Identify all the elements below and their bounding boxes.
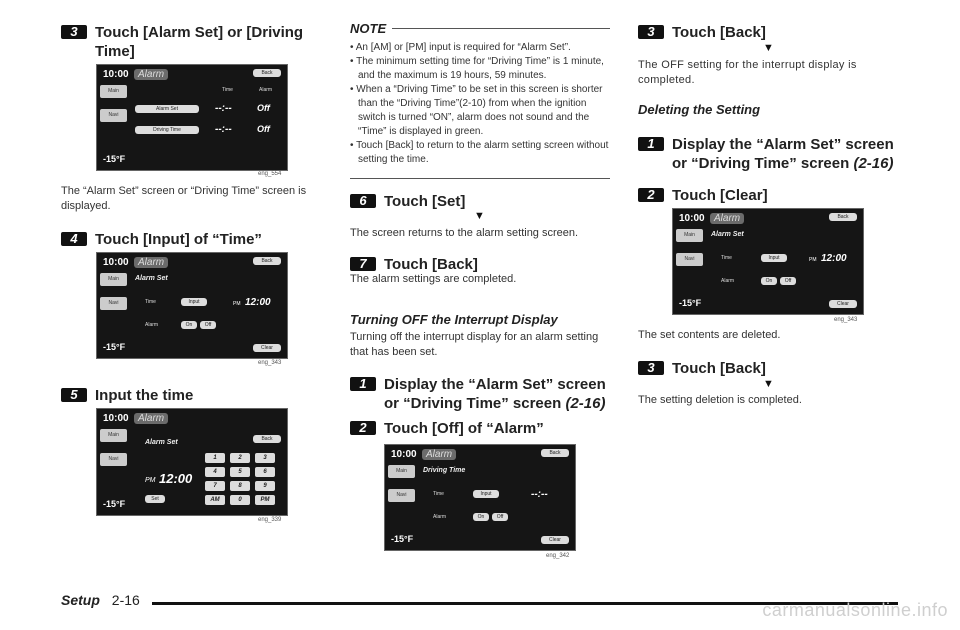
note-item: • Touch [Back] to return to the alarm setting screen without setting the time.: [350, 140, 609, 165]
screen-heading: Driving Time: [423, 467, 466, 474]
main-button: Main: [388, 465, 415, 478]
step-6-heading: [350, 192, 610, 211]
step-label: Display the “Alarm Set” screen or “Driving Time” screen: [672, 136, 894, 172]
on-button: On: [181, 321, 197, 329]
alarm-set-button: Alarm Set: [135, 105, 199, 113]
step-text: [672, 135, 900, 173]
key-am: AM: [205, 495, 225, 505]
clock: 10:00: [679, 213, 705, 224]
page-ref: (2-16): [565, 395, 606, 412]
image-code: eng_339: [258, 517, 282, 523]
pm-label: PM: [809, 257, 817, 263]
time-dash: --:--: [531, 489, 548, 500]
time-dash-1: --:--: [215, 103, 232, 114]
back-button: Back: [541, 449, 569, 457]
screenshot-alarm-set: [96, 252, 288, 359]
col-alarm: Alarm: [259, 87, 273, 93]
watermark: carmanualsonline.info: [762, 600, 948, 620]
navi-button: Navi: [676, 253, 703, 266]
step-1-delete-heading: [638, 135, 900, 173]
down-arrow-icon: ▼: [763, 42, 774, 54]
step-label: Display the “Alarm Set” screen or “Driving Time” screen: [384, 376, 606, 412]
temperature: -15°F: [103, 499, 126, 509]
step-3-final-heading: [638, 359, 900, 378]
note-bottom-rule: [350, 178, 610, 179]
step-6-result: The screen returns to the alarm setting screen.: [350, 227, 579, 239]
note-title: NOTE: [350, 21, 387, 36]
alarm-label: Alarm: [145, 322, 159, 328]
back-button: Back: [253, 69, 281, 77]
note-list: [350, 41, 610, 167]
screen-title: Alarm: [134, 257, 168, 268]
clear-button: Clear: [829, 300, 857, 308]
note-text: An [AM] or [PM] input is required for “Alarm Set”.: [355, 42, 571, 53]
step-number: 3: [638, 25, 664, 39]
image-code: eng_343: [834, 317, 858, 323]
navi-button: Navi: [388, 489, 415, 502]
time-label: Time: [721, 255, 732, 261]
input-button: Input: [473, 490, 499, 498]
step-number: 2: [350, 421, 376, 435]
key-1: 1: [205, 453, 225, 463]
time-label: Time: [433, 491, 444, 497]
step-2-delete-heading: [638, 186, 900, 205]
key-9: 9: [255, 481, 275, 491]
screen-title: Alarm: [710, 213, 744, 224]
key-pm: PM: [255, 495, 275, 505]
set-button: Set: [145, 495, 165, 503]
off-setting-completed: The OFF setting for the interrupt display is completed.: [638, 59, 857, 86]
screen-heading: Alarm Set: [145, 439, 178, 446]
key-4: 4: [205, 467, 225, 477]
note-header: [350, 21, 610, 36]
note-item: • The minimum setting time for “Driving Time” is 1 minute, and the maximum is 19 hours, 59 minutes.: [350, 56, 604, 81]
step-text: Touch [Set]: [384, 193, 466, 210]
main-button: Main: [100, 273, 127, 286]
navi-button: Navi: [100, 109, 127, 122]
note-item: • When a “Driving Time” to be set in this screen is shorter than the “Driving Time”(2-10) from when the ignition switch is turned “ON”, alarm does not sound and the “Time” is displayed in green.: [350, 84, 603, 137]
main-button: Main: [676, 229, 703, 242]
navi-button: Navi: [100, 453, 127, 466]
back-button: Back: [253, 435, 281, 443]
down-arrow-icon: ▼: [474, 210, 485, 222]
clock: 10:00: [103, 257, 129, 268]
section-subheading: Turning OFF the Interrupt Display: [350, 312, 558, 327]
key-3: 3: [255, 453, 275, 463]
pm-label: PM: [145, 477, 156, 484]
temperature: -15°F: [103, 154, 126, 164]
screen-title: Alarm: [134, 413, 168, 424]
note-text: Touch [Back] to return to the alarm setting screen without setting the time.: [356, 140, 609, 165]
step-number: 1: [638, 137, 664, 151]
back-button: Back: [829, 213, 857, 221]
step-text: Touch [Back]: [672, 24, 766, 41]
key-7: 7: [205, 481, 225, 491]
time-value: 12:00: [821, 253, 847, 264]
step-number: 7: [350, 257, 376, 271]
col-time: Time: [222, 87, 233, 93]
step-text: Touch [Off] of “Alarm”: [384, 420, 544, 437]
section-name: Setup: [61, 592, 100, 608]
note-item: • An [AM] or [PM] input is required for “Alarm Set”.: [350, 42, 571, 53]
step-text: Input the time: [95, 387, 194, 404]
step-number: 4: [61, 232, 87, 246]
time-value: 12:00: [245, 297, 271, 308]
clock: 10:00: [391, 449, 417, 460]
set-contents-deleted: The set contents are deleted.: [638, 329, 781, 341]
step-number: 3: [638, 361, 664, 375]
screenshot-clear: [672, 208, 864, 315]
section-subheading: Deleting the Setting: [638, 102, 761, 117]
alarm-off-2: Off: [257, 124, 270, 134]
back-button: Back: [253, 257, 281, 265]
temperature: -15°F: [679, 298, 702, 308]
pm-label: PM: [233, 301, 241, 307]
screen-title: Alarm: [422, 449, 456, 460]
time-value: 12:00: [159, 471, 193, 486]
page-number: 2-16: [111, 592, 140, 608]
step-3-heading: [61, 23, 323, 61]
temperature: -15°F: [391, 534, 414, 544]
main-button: Main: [100, 429, 127, 442]
clock: 10:00: [103, 69, 129, 80]
key-0: 0: [230, 495, 250, 505]
alarm-label: Alarm: [433, 514, 447, 520]
off-button: Off: [200, 321, 216, 329]
section-intro: Turning off the interrupt display for an alarm setting that has been set.: [350, 331, 599, 358]
note-text: When a “Driving Time” to be set in this screen is shorter than the “Driving Time”(2-10) from when the ignition switch is turned “ON”, alarm does not sound and the “Time” is displayed in green.: [356, 84, 603, 137]
note-text: The minimum setting time for “Driving Time” is 1 minute, and the maximum is 19 hours, 59 minutes.: [356, 56, 604, 81]
off-button: Off: [492, 513, 508, 521]
page-footer: [61, 592, 140, 608]
step-4-heading: [61, 230, 323, 249]
screenshot-driving-time: [384, 444, 576, 551]
clear-button: Clear: [541, 536, 569, 544]
key-5: 5: [230, 467, 250, 477]
step-text: Touch [Clear]: [672, 187, 768, 204]
down-arrow-icon: ▼: [763, 378, 774, 390]
deletion-completed: The setting deletion is completed.: [638, 394, 802, 406]
step-text: Touch [Alarm Set] or [Driving Time]: [95, 24, 304, 60]
clock: 10:00: [103, 413, 129, 424]
step-text: Touch [Input] of “Time”: [95, 231, 262, 248]
step-number: 2: [638, 188, 664, 202]
step-number: 5: [61, 388, 87, 402]
step-text: Touch [Back]: [672, 360, 766, 377]
time-label: Time: [145, 299, 156, 305]
key-6: 6: [255, 467, 275, 477]
step-5-heading: [61, 386, 323, 405]
screenshot-alarm-menu: [96, 64, 288, 171]
step-number: 1: [350, 377, 376, 391]
step-7-result: The alarm settings are completed.: [350, 273, 517, 285]
main-button: Main: [100, 85, 127, 98]
input-button: Input: [181, 298, 207, 306]
screenshot-time-input: [96, 408, 288, 516]
step-3-back-heading: [638, 23, 900, 42]
image-code: eng_342: [546, 553, 570, 559]
clear-button: Clear: [253, 344, 281, 352]
step-1-heading: [350, 375, 612, 413]
on-button: On: [473, 513, 489, 521]
input-button: Input: [761, 254, 787, 262]
off-button: Off: [780, 277, 796, 285]
screen-title: Alarm: [134, 69, 168, 80]
navi-button: Navi: [100, 297, 127, 310]
time-dash-2: --:--: [215, 124, 232, 135]
screen-heading: Alarm Set: [711, 231, 744, 238]
key-8: 8: [230, 481, 250, 491]
alarm-label: Alarm: [721, 278, 735, 284]
step-number: 6: [350, 194, 376, 208]
page-ref: (2-16): [853, 155, 894, 172]
note-rule: [392, 28, 610, 29]
screen-heading: Alarm Set: [135, 275, 168, 282]
alarm-off-1: Off: [257, 103, 270, 113]
step-text: [384, 375, 612, 413]
key-2: 2: [230, 453, 250, 463]
image-code: eng_343: [258, 360, 282, 366]
step-number: 3: [61, 25, 87, 39]
temperature: -15°F: [103, 342, 126, 352]
alarm-set-displayed-text: The “Alarm Set” screen or “Driving Time” screen is displayed.: [61, 185, 307, 212]
step-text: Touch [Back]: [384, 256, 478, 273]
image-code: eng_554: [258, 171, 282, 177]
step-2-heading: [350, 419, 610, 438]
on-button: On: [761, 277, 777, 285]
driving-time-button: Driving Time: [135, 126, 199, 134]
